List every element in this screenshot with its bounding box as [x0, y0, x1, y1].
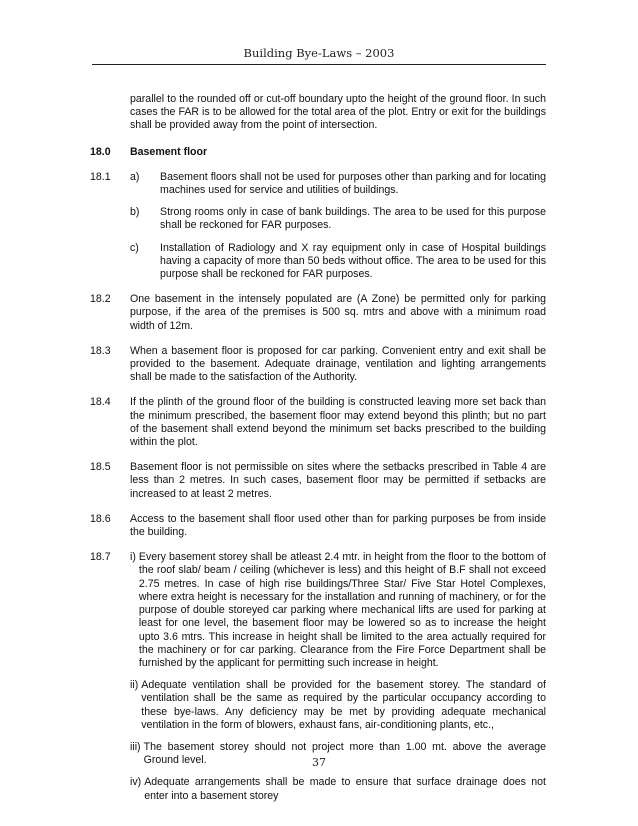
clause-number: 18.4: [90, 396, 111, 409]
page-number: 37: [312, 756, 326, 769]
page-header: Building Bye-Laws – 2003: [243, 46, 395, 60]
sub-clause-text: Basement floors shall not be used for purposes other than parking and for locating machines used for service and utilities of buildings.: [160, 170, 546, 197]
item-text: Adequate arrangements shall be made to ensure that surface drainage does not enter into a basement storey: [144, 776, 546, 802]
clause-number: 18.1: [90, 170, 111, 183]
clause-number: 18.5: [90, 461, 111, 474]
item-label: iv): [130, 776, 142, 789]
clause-text: When a basement floor is proposed for car parking. Convenient entry and exit shall be provided to the basement. Adequate drainage, ventilation and lighting arrangements shall be made to the satisfaction of the Authority.: [130, 344, 546, 384]
clause-number: 18.6: [90, 512, 111, 525]
item-iv: [130, 776, 546, 802]
document-body: [90, 93, 546, 803]
section-number: 18.0: [90, 145, 111, 158]
item-text: Every basement storey shall be atleast 2.4 mtr. in height from the floor to the bottom of the roof slab/ beam / ceiling (whichever is less) and this height of B.F shall not exceed 2.75 metres. In case of high rise buildings/Three Star/ Five Star Hotel Complexes, where extra height is necessary for the installation and running of machinery, or for the purpose of double storeyed car parking where mechanical lifts are used for parking at least for one level, the basement floor may be lowered so as to increase the height upto 3.6 mtrs. This increase in height shall be limited to the area actually required for the machinery or for car parking. Clearance from the Fire Force Department shall be furnished by the applicant for permitting such increase in height.: [138, 551, 546, 669]
sub-clause-label: c): [130, 241, 139, 254]
section-heading: [90, 146, 546, 159]
item-text: Adequate ventilation shall be provided for the basement storey. The standard of ventilation shall be the same as required by the particular occupancy according to these bye-laws. Any deficiency may be met by providing adequate mechanical ventilation in the form of blowers, exhaust fans, air-conditioning plants, etc.,: [141, 679, 546, 731]
section-title: Basement floor: [130, 145, 208, 158]
sub-clause-label: b): [130, 206, 140, 219]
sub-clause-text: Strong rooms only in case of bank buildings. The area to be used for this purpose shall be reckoned for FAR purposes.: [160, 206, 546, 232]
item-label: ii): [130, 679, 139, 692]
clause-text: If the plinth of the ground floor of the building is constructed leaving more set back than the minimum prescribed, the basement floor may extend beyond this plinth; but no part of the basement shall extend beyond the minimum set backs prescribed to the building within the plot.: [130, 396, 546, 449]
item-i: [130, 551, 546, 670]
clause-18-6: [90, 513, 546, 539]
clause-18-7: [90, 551, 546, 670]
sub-clause-b: [130, 206, 546, 232]
sub-clause-c: [130, 242, 546, 282]
clause-18-4: [90, 396, 546, 449]
clause-text: Basement floor is not permissible on sites where the setbacks prescribed in Table 4 are less than 2 metres. In such cases, basement floor may be permitted if setbacks are increased to at least 2 metres.: [130, 461, 546, 500]
clause-18-5: [90, 461, 546, 501]
clause-number: 18.3: [90, 344, 111, 357]
sub-clause-a: [130, 171, 546, 197]
item-ii: [130, 679, 546, 732]
clause-number: 18.7: [90, 551, 111, 564]
clause-18-2: [90, 293, 546, 333]
continuation-paragraph: parallel to the rounded off or cut-off boundary upto the height of the ground floor. In such cases the FAR is to be allowed for the total area of the plot. Entry or exit for the buildings shall be provided away from the point of intersection.: [130, 93, 546, 132]
sub-clause-label: a): [130, 170, 140, 183]
clause-text: One basement in the intensely populated are (A Zone) be permitted only for parking purpose, if the area of the premises is 500 sq. mtrs and above with a minimum road width of 12m.: [130, 293, 546, 332]
item-text: The basement storey should not project more than 1.00 mt. above the average Ground level.: [143, 740, 546, 767]
header-rule: [92, 64, 546, 65]
item-label: i): [130, 551, 136, 564]
sub-clause-text: Installation of Radiology and X ray equipment only in case of Hospital buildings having a capacity of more than 50 beds without office. The area to be used for this purpose shall be reckoned for FAR purposes.: [160, 241, 546, 281]
clause-number: 18.2: [90, 293, 111, 306]
clause-18-3: [90, 345, 546, 385]
item-label: iii): [130, 740, 141, 753]
clause-text: Access to the basement shall floor used other than for parking purposes be from inside the building.: [130, 512, 546, 539]
clause-18-1: [90, 171, 546, 197]
